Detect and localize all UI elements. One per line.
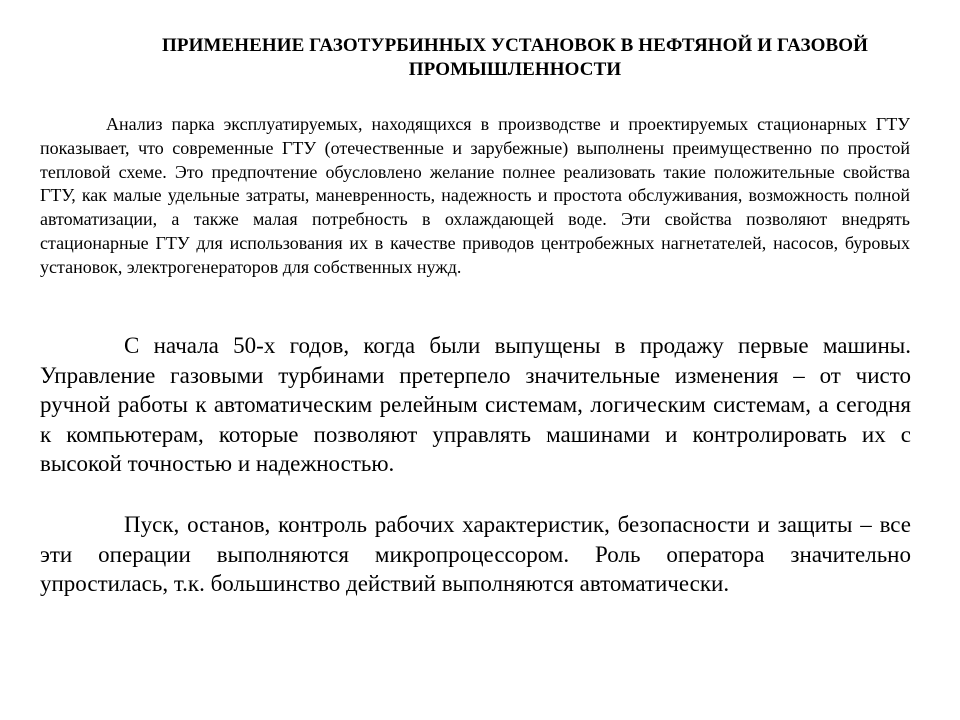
paragraph-automation: Пуск, останов, контроль рабочих характеристик, безопасности и защиты – все эти операции выполняются микропроцессором. Роль оператора значительно упростилась, т.к. большинство действий выполняются автоматически.: [40, 512, 911, 597]
page-title: ПРИМЕНЕНИЕ ГАЗОТУРБИННЫХ УСТАНОВОК В НЕФТЯНОЙ И ГАЗОВОЙ ПРОМЫШЛЕННОСТИ: [162, 35, 868, 80]
paragraph-history: С начала 50-х годов, когда были выпущены в продажу первые машины. Управление газовыми турбинами претерпело значительные изменения – от чисто ручной работы к автоматическим релейным системам, логическим системам, а сегодня к компьютерам, которые позволяют управлять машинами и контролировать их с высокой точностью и надежностью.: [40, 333, 911, 477]
paragraph-analysis: Анализ парка эксплуатируемых, находящихся в производстве и проектируемых стационарных ГТУ показывает, что современные ГТУ (отечественные и зарубежные) выполнены преимущественно по простой тепловой схеме. Это предпочтение обусловлено желание полнее реализовать такие положительные свойства ГТУ, как малые удельные затраты, маневренность, надежность и простота обслуживания, возможность полной автоматизации, а также малая потребность в охлаждающей воде. Эти свойства позволяют внедрять стационарные ГТУ для использования их в качестве приводов центробежных нагнетателей, насосов, буровых установок, электрогенераторов для собственных нужд.: [40, 114, 910, 277]
